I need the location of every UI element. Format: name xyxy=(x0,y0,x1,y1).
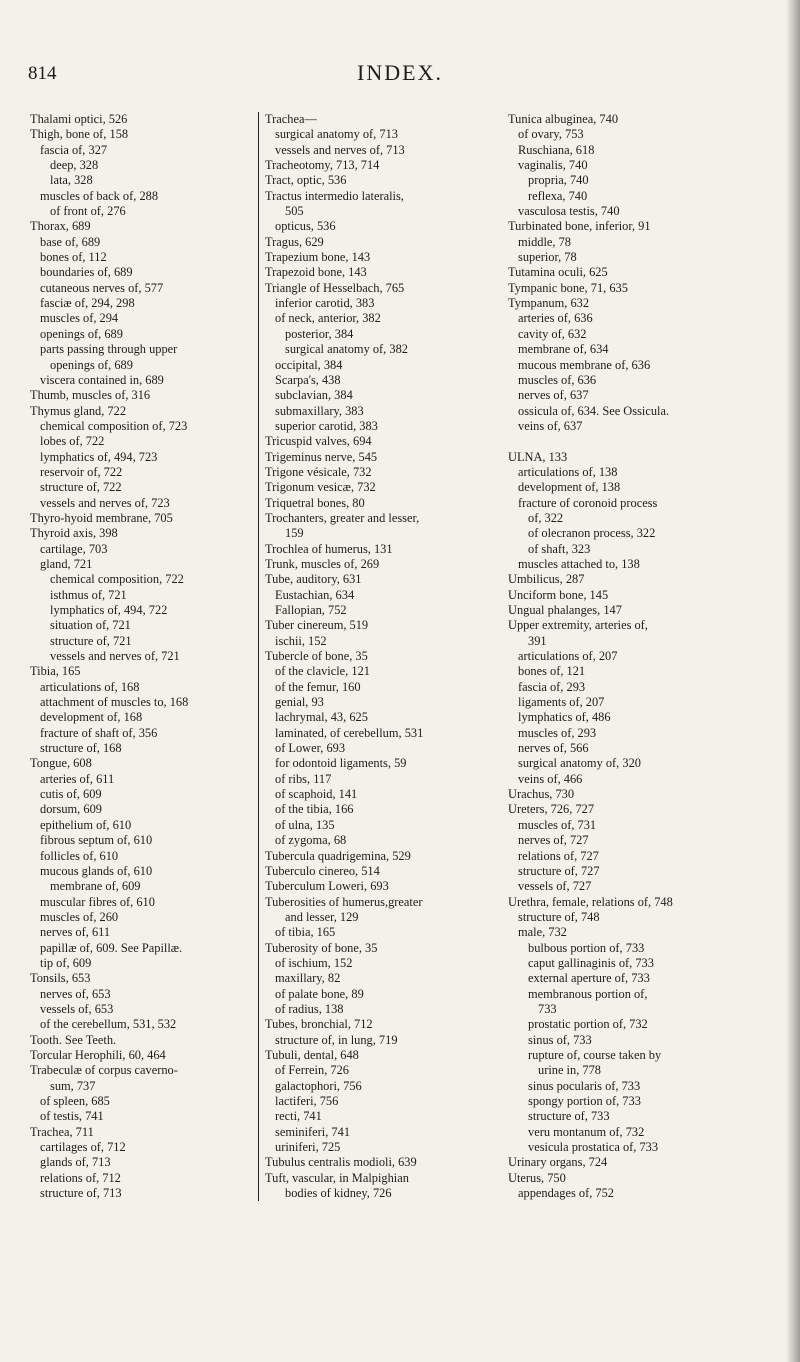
index-entry: fibrous septum of, 610 xyxy=(40,833,153,848)
index-entry: chemical composition, 722 xyxy=(50,572,184,587)
index-entry: Trigonum vesicæ, 732 xyxy=(265,480,376,495)
index-entry: Fallopian, 752 xyxy=(275,603,347,617)
index-entry: Tunica albuginea, 740 xyxy=(508,112,619,126)
index-entry: Tympanum, 632 xyxy=(508,296,590,311)
index-entry: Ruschiana, 618 xyxy=(518,142,595,157)
index-entry: cavity of, 632 xyxy=(518,326,587,341)
index-entry: submaxillary, 383 xyxy=(275,403,364,418)
index-entry: muscles of, 260 xyxy=(40,909,119,924)
index-entry: lobes of, 722 xyxy=(40,434,105,449)
index-entry: Tubes, bronchial, 712 xyxy=(265,1017,373,1032)
index-entry: caput gallinaginis of, 733 xyxy=(528,955,654,970)
index-entry: Thyroid axis, 398 xyxy=(30,526,118,541)
index-entry: lachrymal, 43, 625 xyxy=(275,710,368,725)
index-entry: muscles of, 294 xyxy=(40,311,119,326)
index-entry: of the femur, 160 xyxy=(275,679,361,694)
index-entry: Trunk, muscles of, 269 xyxy=(265,556,380,571)
index-entry: lata, 328 xyxy=(50,173,93,188)
index-entry: Trachea— xyxy=(265,112,317,126)
index-entry: opticus, 536 xyxy=(275,219,336,234)
page-edge-shadow xyxy=(786,0,800,1362)
index-entry: muscles of, 731 xyxy=(518,817,597,832)
index-entry: articulations of, 138 xyxy=(518,464,618,479)
index-entry: Trapezium bone, 143 xyxy=(265,250,371,265)
index-entry: propria, 740 xyxy=(528,173,589,188)
index-entry: parts passing through upper xyxy=(40,342,178,357)
index-entry: of palate bone, 89 xyxy=(275,986,364,1001)
index-entry: Thorax, 689 xyxy=(30,219,91,234)
index-entry: lymphatics of, 494, 723 xyxy=(40,449,158,464)
index-entry: recti, 741 xyxy=(275,1109,322,1124)
index-entry: of the cerebellum, 531, 532 xyxy=(40,1017,177,1032)
index-entry: Tubercula quadrigemina, 529 xyxy=(265,848,411,863)
index-entry: fascia of, 293 xyxy=(518,679,586,694)
index-entry: external aperture of, 733 xyxy=(528,971,650,986)
index-entry: follicles of, 610 xyxy=(40,848,119,863)
index-entry: reflexa, 740 xyxy=(528,188,588,203)
index-entry: vessels and nerves of, 721 xyxy=(50,649,180,664)
index-entry: Tubuli, dental, 648 xyxy=(265,1047,359,1062)
index-entry: superior carotid, 383 xyxy=(275,418,378,433)
index-entry: of front of, 276 xyxy=(50,204,126,219)
index-entry: surgical anatomy of, 713 xyxy=(275,127,398,142)
index-entry: surgical anatomy of, 382 xyxy=(285,342,408,357)
index-entry: of neck, anterior, 382 xyxy=(275,311,381,326)
index-entry: articulations of, 168 xyxy=(40,679,140,694)
index-entry: veins of, 637 xyxy=(518,418,583,433)
index-entry: superior, 78 xyxy=(518,250,577,265)
index-entry: veins of, 466 xyxy=(518,771,583,786)
index-entry: vessels of, 727 xyxy=(518,879,592,894)
index-entry: of radius, 138 xyxy=(275,1001,344,1016)
index-entry: fracture of shaft of, 356 xyxy=(40,725,158,740)
index-entry: Tongue, 608 xyxy=(30,756,92,771)
index-entry: membrane of, 609 xyxy=(50,879,141,894)
index-entry: situation of, 721 xyxy=(50,618,131,633)
index-entry: Tubercle of bone, 35 xyxy=(265,649,368,664)
index-entry: vessels and nerves of, 713 xyxy=(275,142,405,157)
index-entry: inferior carotid, 383 xyxy=(275,296,375,311)
index-entry: arteries of, 636 xyxy=(518,311,593,326)
index-entry: Tragus, 629 xyxy=(265,234,324,249)
index-entry: mucous membrane of, 636 xyxy=(518,357,651,372)
index-entry: ULNA, 133 xyxy=(508,449,568,464)
index-entry: relations of, 712 xyxy=(40,1170,121,1185)
index-entry: of ovary, 753 xyxy=(518,127,584,142)
index-entry: bulbous portion of, 733 xyxy=(528,940,645,955)
index-entry: Tympanic bone, 71, 635 xyxy=(508,280,628,295)
index-entry: of the tibia, 166 xyxy=(275,802,354,817)
index-entry: laminated, of cerebellum, 531 xyxy=(275,725,424,740)
index-entry: articulations of, 207 xyxy=(518,649,618,664)
index-entry: Trabeculæ of corpus caverno- xyxy=(30,1063,178,1078)
index-entry: Tractus intermedio lateralis, xyxy=(265,188,404,203)
index-entry: occipital, 384 xyxy=(275,357,343,372)
index-entry: lactiferi, 756 xyxy=(275,1094,339,1108)
index-entry: bones of, 112 xyxy=(40,250,107,265)
index-entry: muscular fibres of, 610 xyxy=(40,894,155,909)
page-title: INDEX. xyxy=(357,60,443,85)
index-entry: of Ferrein, 726 xyxy=(275,1063,349,1078)
index-entry: muscles of, 636 xyxy=(518,372,597,387)
index-entry: galactophori, 756 xyxy=(275,1078,362,1093)
index-entry: Trochlea of humerus, 131 xyxy=(265,541,393,556)
index-entry: Thyro-hyoid membrane, 705 xyxy=(30,510,173,525)
index-entry: vesicula prostatica of, 733 xyxy=(528,1140,659,1155)
index-entry: Tuber cinereum, 519 xyxy=(265,618,369,633)
index-entry: Triangle of Hesselbach, 765 xyxy=(265,280,405,295)
page-number: 814 xyxy=(28,63,57,84)
index-entry: Thymus gland, 722 xyxy=(30,403,127,418)
index-entry: vaginalis, 740 xyxy=(518,158,588,173)
index-entry: Urethra, female, relations of, 748 xyxy=(508,894,673,909)
index-entry: Trachea, 711 xyxy=(30,1124,94,1139)
index-entry: prostatic portion of, 732 xyxy=(528,1017,648,1032)
index-entry: Thumb, muscles of, 316 xyxy=(30,388,151,403)
index-entry: subclavian, 384 xyxy=(275,388,353,403)
index-entry: Ungual phalanges, 147 xyxy=(508,603,622,617)
index-entry: viscera contained in, 689 xyxy=(40,372,164,387)
index-entry: urine in, 778 xyxy=(538,1063,601,1078)
index-entry: glands of, 713 xyxy=(40,1155,111,1170)
index-entry: Tuberculo cinereo, 514 xyxy=(265,863,380,878)
index-entry: of ischium, 152 xyxy=(275,955,353,970)
index-entry: ischii, 152 xyxy=(275,633,327,648)
index-entry: male, 732 xyxy=(518,925,567,940)
index-entry: Unciform bone, 145 xyxy=(508,587,609,602)
index-entry: Thigh, bone of, 158 xyxy=(30,127,129,142)
index-entry: deep, 328 xyxy=(50,158,99,173)
index-entry: of zygoma, 68 xyxy=(275,833,347,848)
index-entry: sinus pocularis of, 733 xyxy=(528,1078,641,1093)
index-entry: of tibia, 165 xyxy=(275,925,336,940)
index-entry: fascia of, 327 xyxy=(40,142,108,157)
index-entry: epithelium of, 610 xyxy=(40,817,132,832)
index-entry: Uterus, 750 xyxy=(508,1170,566,1185)
index-entry: openings of, 689 xyxy=(40,326,123,341)
index-entry: attachment of muscles to, 168 xyxy=(40,695,189,710)
index-entry: appendages of, 752 xyxy=(518,1186,614,1201)
index-entry: Tuberculum Loweri, 693 xyxy=(265,879,389,894)
index-entry: muscles of, 293 xyxy=(518,725,597,740)
index-entry: relations of, 727 xyxy=(518,848,599,863)
index-entry: structure of, 721 xyxy=(50,633,132,648)
index-entry: arteries of, 611 xyxy=(40,771,115,786)
index-entry xyxy=(508,434,734,449)
index-entry: gland, 721 xyxy=(40,556,93,571)
index-entry: structure of, 748 xyxy=(518,909,600,924)
index-entry: nerves of, 566 xyxy=(518,741,589,756)
index-entry: Tutamina oculi, 625 xyxy=(508,265,608,280)
index-entry: nerves of, 637 xyxy=(518,388,589,403)
index-entry: Trigeminus nerve, 545 xyxy=(265,449,378,464)
index-entry: Tonsils, 653 xyxy=(30,971,91,986)
index-entry: maxillary, 82 xyxy=(275,971,341,986)
index-entry: Tubulus centralis modioli, 639 xyxy=(265,1155,417,1170)
index-entry: and lesser, 129 xyxy=(285,909,359,924)
index-entry: cartilages of, 712 xyxy=(40,1140,126,1155)
index-entry: nerves of, 653 xyxy=(40,986,111,1001)
index-entry: genial, 93 xyxy=(275,695,324,710)
index-entry: membrane of, 634 xyxy=(518,342,609,357)
index-entry: veru montanum of, 732 xyxy=(528,1124,645,1139)
index-entry: openings of, 689 xyxy=(50,357,133,372)
index-entry: posterior, 384 xyxy=(285,326,354,341)
index-entry: of ribs, 117 xyxy=(275,771,332,786)
index-entry: Umbilicus, 287 xyxy=(508,572,585,587)
index-entry: structure of, 168 xyxy=(40,741,122,756)
index-entry: papillæ of, 609. See Papillæ. xyxy=(40,940,183,955)
index-entry: bodies of kidney, 726 xyxy=(285,1186,392,1201)
index-entry: Tube, auditory, 631 xyxy=(265,572,362,587)
index-entry: uriniferi, 725 xyxy=(275,1140,341,1155)
index-entry: vessels of, 653 xyxy=(40,1001,114,1016)
index-entry: membranous portion of, xyxy=(528,986,648,1001)
index-entry: Trochanters, greater and lesser, xyxy=(265,510,420,525)
index-entry: of spleen, 685 xyxy=(40,1094,110,1108)
index-entry: middle, 78 xyxy=(518,234,571,249)
index-entry: Tooth. See Teeth. xyxy=(30,1032,117,1047)
index-entry: of the clavicle, 121 xyxy=(275,664,370,679)
index-entry: 733 xyxy=(538,1001,557,1016)
index-entry: Turbinated bone, inferior, 91 xyxy=(508,219,651,234)
index-entry: seminiferi, 741 xyxy=(275,1124,351,1139)
index-entry: Eustachian, 634 xyxy=(275,587,355,602)
index-entry: lymphatics of, 494, 722 xyxy=(50,603,168,617)
index-entry: for odontoid ligaments, 59 xyxy=(275,756,407,771)
index-entry: of testis, 741 xyxy=(40,1109,104,1124)
index-entry: cartilage, 703 xyxy=(40,541,108,556)
index-entry: fracture of coronoid process xyxy=(518,495,658,510)
index-entry: of shaft, 323 xyxy=(528,541,591,556)
index-entry: development of, 138 xyxy=(518,480,621,495)
index-entry: Tuft, vascular, in Malpighian xyxy=(265,1170,409,1185)
index-column-3 xyxy=(508,112,734,1201)
index-entry: of scaphoid, 141 xyxy=(275,787,358,802)
index-entry: 159 xyxy=(285,526,304,541)
index-entry: structure of, 733 xyxy=(528,1109,610,1124)
index-entry: Scarpa's, 438 xyxy=(275,372,341,387)
index-entry: surgical anatomy of, 320 xyxy=(518,756,641,771)
index-entry: Tract, optic, 536 xyxy=(265,173,347,188)
index-entry: Urachus, 730 xyxy=(508,787,575,802)
index-entry: of, 322 xyxy=(528,510,564,525)
index-entry: lymphatics of, 486 xyxy=(518,710,611,725)
index-entry: bones of, 121 xyxy=(518,664,586,679)
index-entry: Tracheotomy, 713, 714 xyxy=(265,158,380,173)
index-entry: Thalami optici, 526 xyxy=(30,112,128,126)
index-entry: base of, 689 xyxy=(40,234,101,249)
index-entry: vessels and nerves of, 723 xyxy=(40,495,170,510)
index-entry: 391 xyxy=(528,633,547,648)
index-entry: development of, 168 xyxy=(40,710,143,725)
index-entry: dorsum, 609 xyxy=(40,802,102,817)
index-entry: ligaments of, 207 xyxy=(518,695,605,710)
index-entry: of olecranon process, 322 xyxy=(528,526,656,541)
index-entry: Tuberosity of bone, 35 xyxy=(265,940,378,955)
index-entry: mucous glands of, 610 xyxy=(40,863,153,878)
index-entry: Tibia, 165 xyxy=(30,664,81,679)
index-entry: Trigone vésicale, 732 xyxy=(265,464,372,479)
index-entry: sum, 737 xyxy=(50,1078,96,1093)
index-entry: reservoir of, 722 xyxy=(40,464,123,479)
index-entry: Urinary organs, 724 xyxy=(508,1155,608,1170)
index-entry: of Lower, 693 xyxy=(275,741,346,756)
index-entry: Upper extremity, arteries of, xyxy=(508,618,648,633)
index-entry: Trapezoid bone, 143 xyxy=(265,265,367,280)
index-entry: Tricuspid valves, 694 xyxy=(265,434,372,449)
index-entry: Torcular Herophili, 60, 464 xyxy=(30,1047,166,1062)
index-entry: Tuberosities of humerus,greater xyxy=(265,894,423,909)
index-entry: structure of, 727 xyxy=(518,863,600,878)
index-entry: rupture of, course taken by xyxy=(528,1047,662,1062)
index-entry: vasculosa testis, 740 xyxy=(518,204,620,219)
index-entry: muscles attached to, 138 xyxy=(518,556,640,571)
index-entry: nerves of, 727 xyxy=(518,833,589,848)
index-entry: nerves of, 611 xyxy=(40,925,111,940)
index-entry: muscles of back of, 288 xyxy=(40,188,159,203)
index-entry: ossicula of, 634. See Ossicula. xyxy=(518,403,670,418)
index-entry: structure of, 713 xyxy=(40,1186,122,1201)
index-entry: Triquetral bones, 80 xyxy=(265,495,365,510)
index-entry: cutaneous nerves of, 577 xyxy=(40,280,164,295)
index-entry: fasciæ of, 294, 298 xyxy=(40,296,135,311)
index-entry: of ulna, 135 xyxy=(275,817,335,832)
index-entry: boundaries of, 689 xyxy=(40,265,133,280)
index-column-1 xyxy=(30,112,256,1201)
index-entry: chemical composition of, 723 xyxy=(40,418,188,433)
index-entry: structure of, 722 xyxy=(40,480,122,495)
index-entry: isthmus of, 721 xyxy=(50,587,127,602)
index-entry: structure of, in lung, 719 xyxy=(275,1032,398,1047)
index-entry: tip of, 609 xyxy=(40,955,92,970)
index-entry: Ureters, 726, 727 xyxy=(508,802,595,817)
index-entry: spongy portion of, 733 xyxy=(528,1094,641,1108)
index-entry: cutis of, 609 xyxy=(40,787,102,802)
index-entry: 505 xyxy=(285,204,304,219)
index-entry: sinus of, 733 xyxy=(528,1032,592,1047)
index-column-2 xyxy=(258,112,491,1201)
